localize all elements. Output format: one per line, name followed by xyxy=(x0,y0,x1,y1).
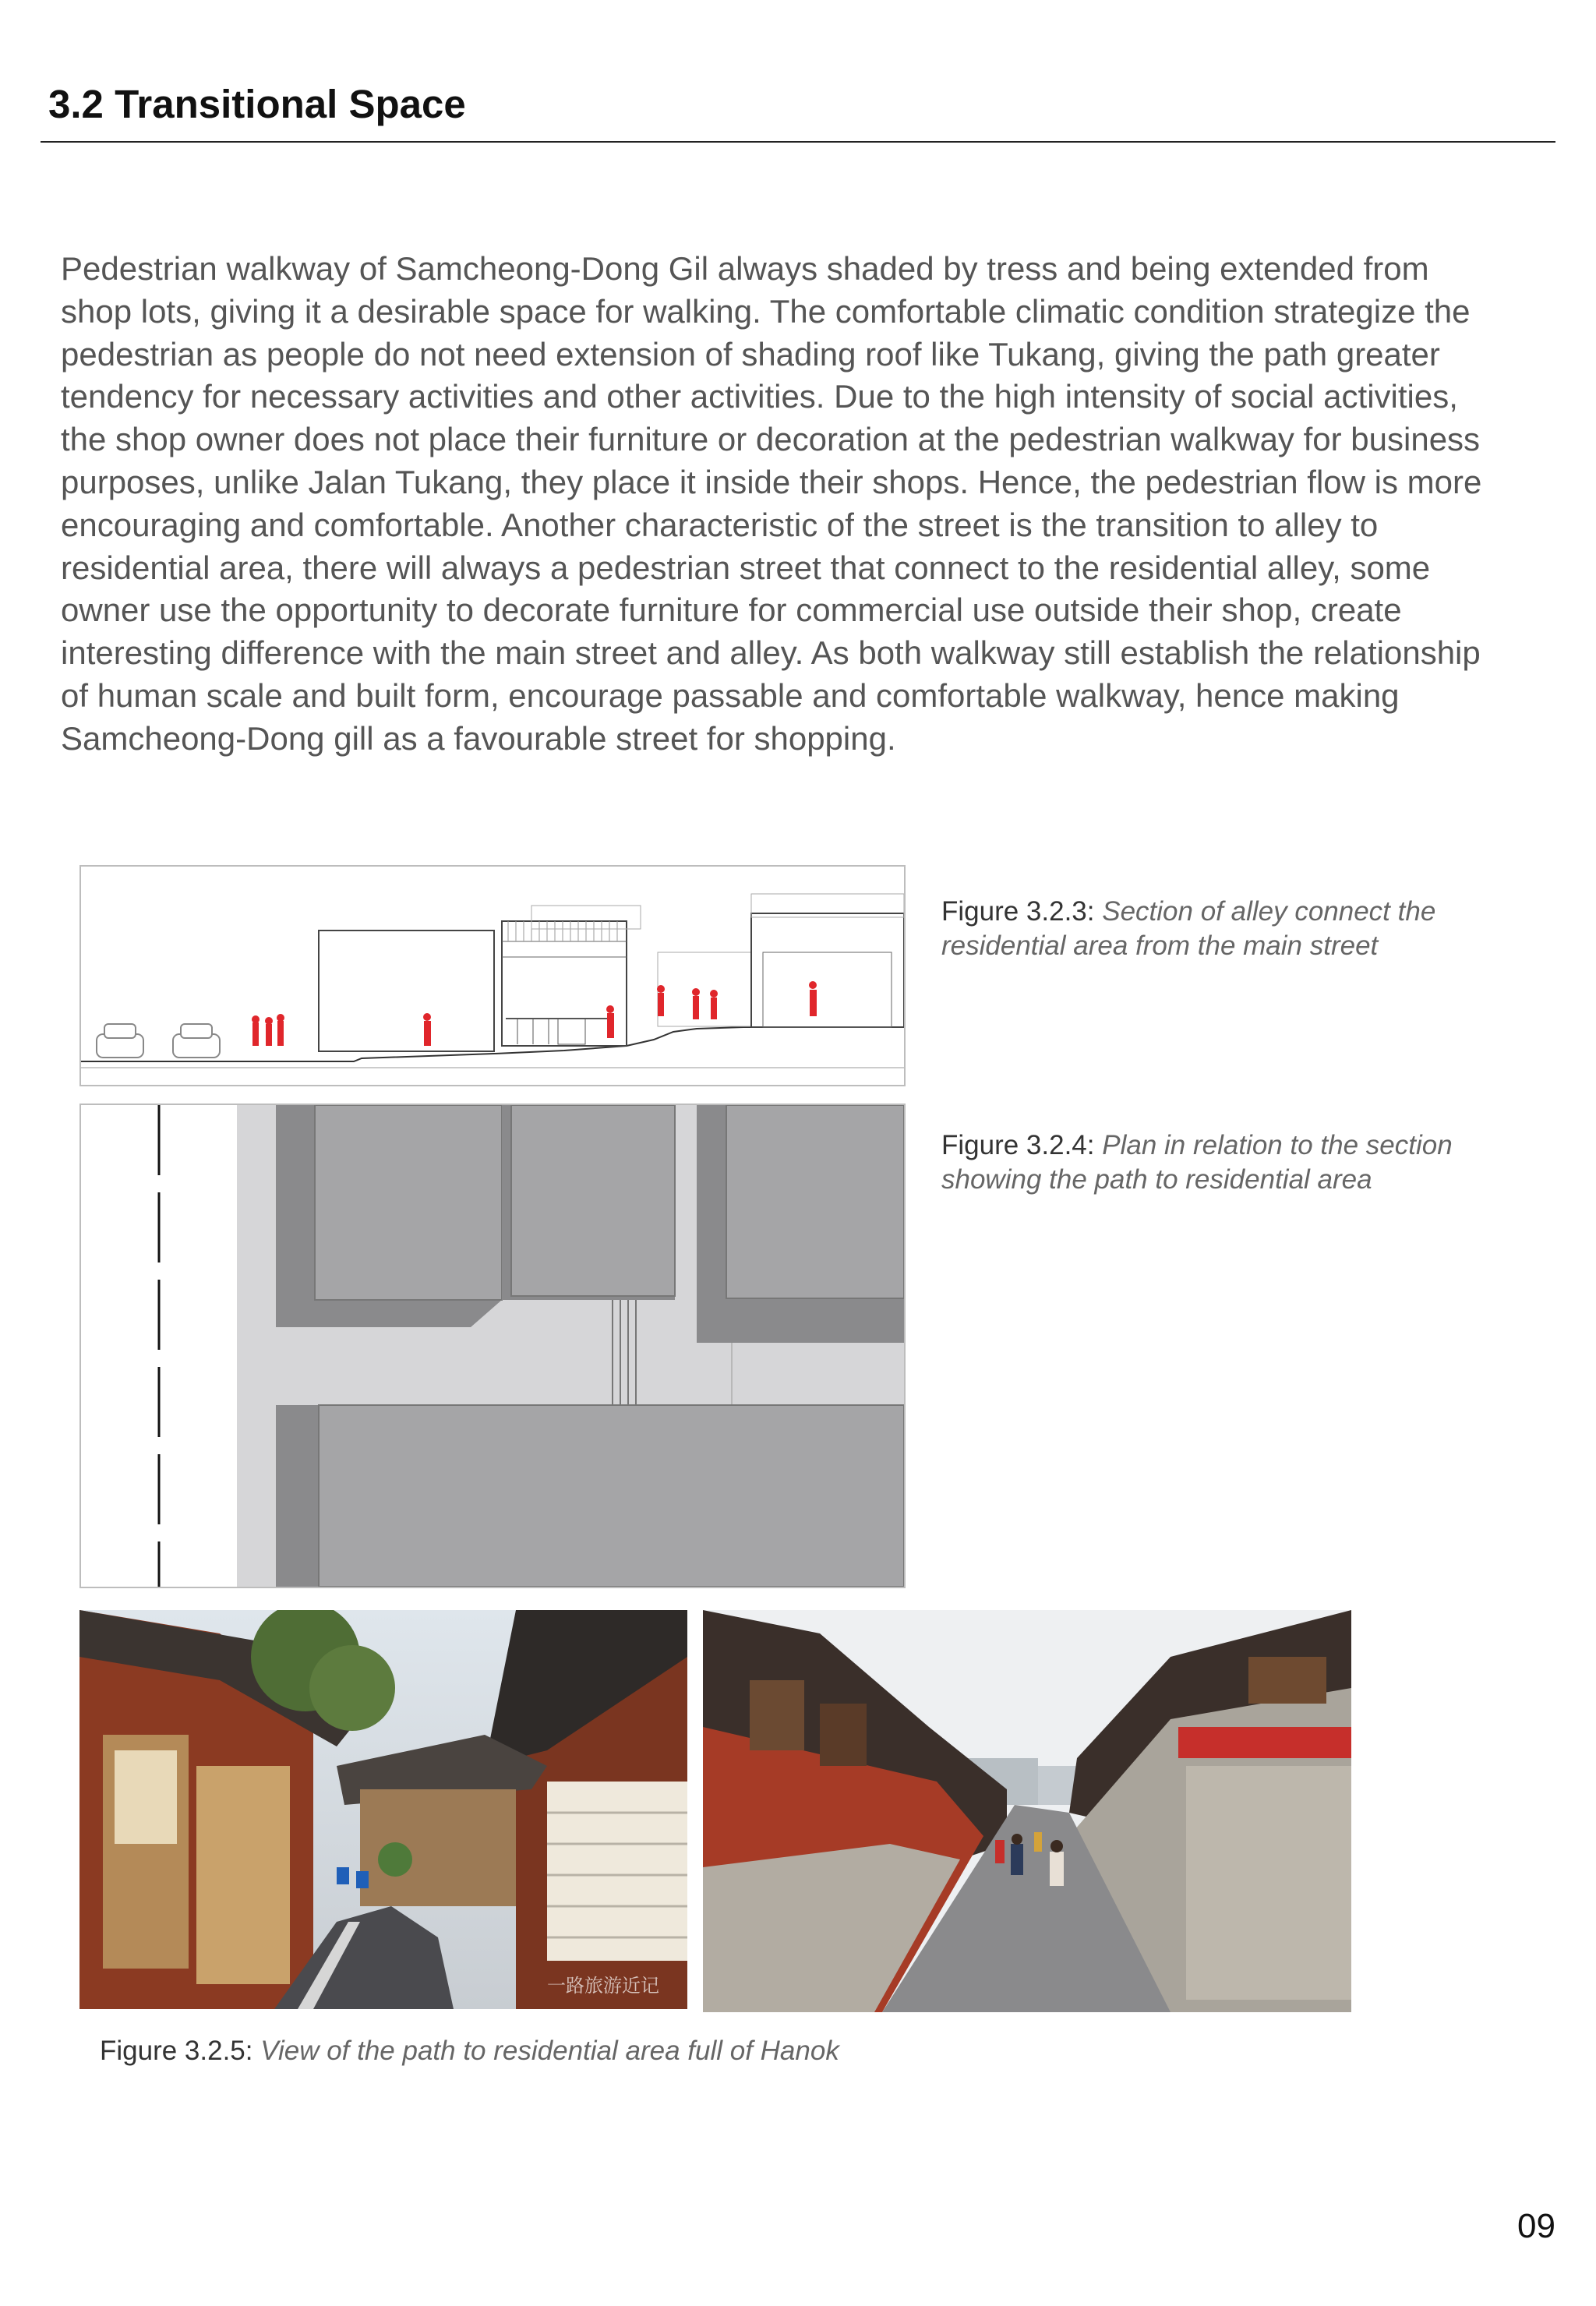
section-heading: 3.2 Transitional Space xyxy=(48,82,466,126)
figure-3-2-3-caption xyxy=(941,895,1518,963)
body-paragraph: Pedestrian walkway of Samcheong-Dong Gil always shaded by tress and being extended from shop lots, giving it a desirable space for walking. The comfortable climatic condition strategize the pedestrian as people do not need extension of shading roof like Tukang, giving the path greater tendency for necessary activities and other activities. Due to the high intensity of social activities, the shop owner does not place their furniture or decoration at the pedestrian walkway for business purposes, unlike Jalan Tukang, they place it inside their shops. Hence, the pedestrian flow is more encouraging and comfortable. Another characteristic of the street is the transition to alley to residential area, there will always a pedestrian street that connect to the residential alley, some owner use the opportunity to decorate furniture for commercial use outside their shop, create interesting difference with the main street and alley. As both walkway still establish the relationship of human scale and built form, encourage passable and comfortable walkway, hence making Samcheong-Dong gill as a favourable street for shopping. xyxy=(61,250,1482,757)
figure-3-2-4-caption xyxy=(941,1128,1518,1197)
figure-label: Figure 3.2.3: xyxy=(941,896,1095,927)
hanok-alley-photo-left xyxy=(79,1610,687,2009)
figure-label: Figure 3.2.5: xyxy=(100,2036,253,2066)
plan-drawing xyxy=(79,1104,906,1588)
section-drawing xyxy=(79,865,906,1086)
figure-3-2-5-caption xyxy=(100,2034,1035,2068)
hanok-alley-photo-right xyxy=(703,1610,1351,2012)
heading-rule xyxy=(41,141,1555,143)
figure-label: Figure 3.2.4: xyxy=(941,1130,1095,1160)
figure-description: Section of alley connect the residential area from the main street xyxy=(941,896,1436,961)
figure-description: View of the path to residential area full of Hanok xyxy=(260,2036,839,2066)
page-number: 09 xyxy=(1517,2207,1555,2245)
photo-watermark: 一路旅游近记 xyxy=(547,1975,659,1997)
figure-description: Plan in relation to the section showing the path to residential area xyxy=(941,1130,1453,1195)
